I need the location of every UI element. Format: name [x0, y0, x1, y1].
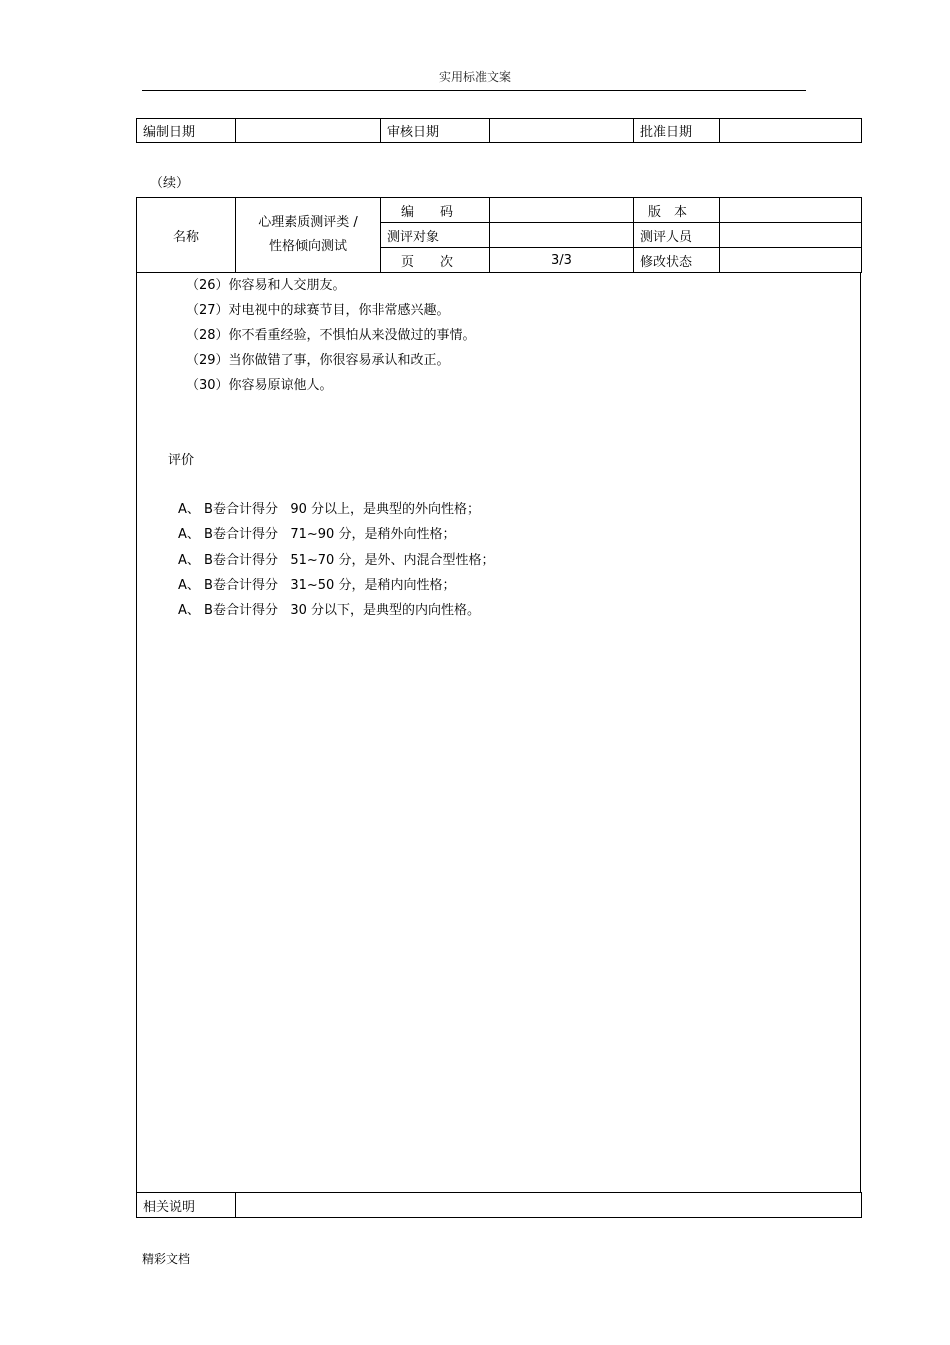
approve-date-value — [720, 119, 862, 143]
date-table — [136, 118, 862, 143]
question-item: （26）你容易和人交朋友。 — [186, 278, 346, 293]
name-value-line1: 心理素质测评类 / — [258, 215, 358, 230]
assessor-value — [720, 223, 862, 248]
evaluation-line: A、 B卷合计得分 31~50 分，是稍内向性格； — [178, 578, 456, 593]
question-item: （30）你容易原谅他人。 — [186, 378, 333, 393]
version-label: 版 本 — [634, 198, 720, 223]
continued-label: （续） — [150, 176, 190, 191]
note-table — [136, 1192, 862, 1218]
header-divider — [142, 90, 806, 91]
evaluation-line: A、 B卷合计得分 30 分以下，是典型的内向性格。 — [178, 603, 481, 618]
review-date-value — [490, 119, 634, 143]
evaluation-line: A、 B卷合计得分 51~70 分，是外、内混合型性格； — [178, 553, 495, 568]
question-item: （29）当你做错了事，你很容易承认和改正。 — [186, 353, 450, 368]
assessor-label: 测评人员 — [634, 223, 720, 248]
name-value — [236, 198, 381, 273]
approve-date-label: 批准日期 — [634, 119, 720, 143]
version-value — [720, 198, 862, 223]
page-label: 页 次 — [381, 248, 490, 273]
note-label: 相关说明 — [137, 1193, 236, 1218]
note-value — [236, 1193, 862, 1218]
target-label: 测评对象 — [381, 223, 490, 248]
evaluation-line: A、 B卷合计得分 90 分以上，是典型的外向性格； — [178, 502, 481, 517]
name-value-line2: 性格倾向测试 — [268, 239, 347, 254]
question-item: （27）对电视中的球赛节目，你非常感兴趣。 — [186, 303, 450, 318]
question-item: （28）你不看重经验，不惧怕从来没做过的事情。 — [186, 328, 476, 343]
page-footer: 精彩文档 — [142, 1252, 191, 1266]
evaluation-line: A、 B卷合计得分 71~90 分，是稍外向性格； — [178, 527, 456, 542]
info-table — [136, 197, 862, 273]
code-label: 编 码 — [381, 198, 490, 223]
name-label: 名称 — [137, 198, 236, 273]
compile-date-label: 编制日期 — [137, 119, 236, 143]
code-value — [490, 198, 634, 223]
target-value — [490, 223, 634, 248]
page-value: 3/3 — [490, 248, 634, 273]
content-box — [136, 272, 861, 1192]
review-date-label: 审核日期 — [381, 119, 490, 143]
revision-label: 修改状态 — [634, 248, 720, 273]
page-header-title: 实用标准文案 — [438, 70, 511, 84]
evaluation-heading: 评价 — [168, 453, 195, 468]
revision-value — [720, 248, 862, 273]
compile-date-value — [236, 119, 381, 143]
